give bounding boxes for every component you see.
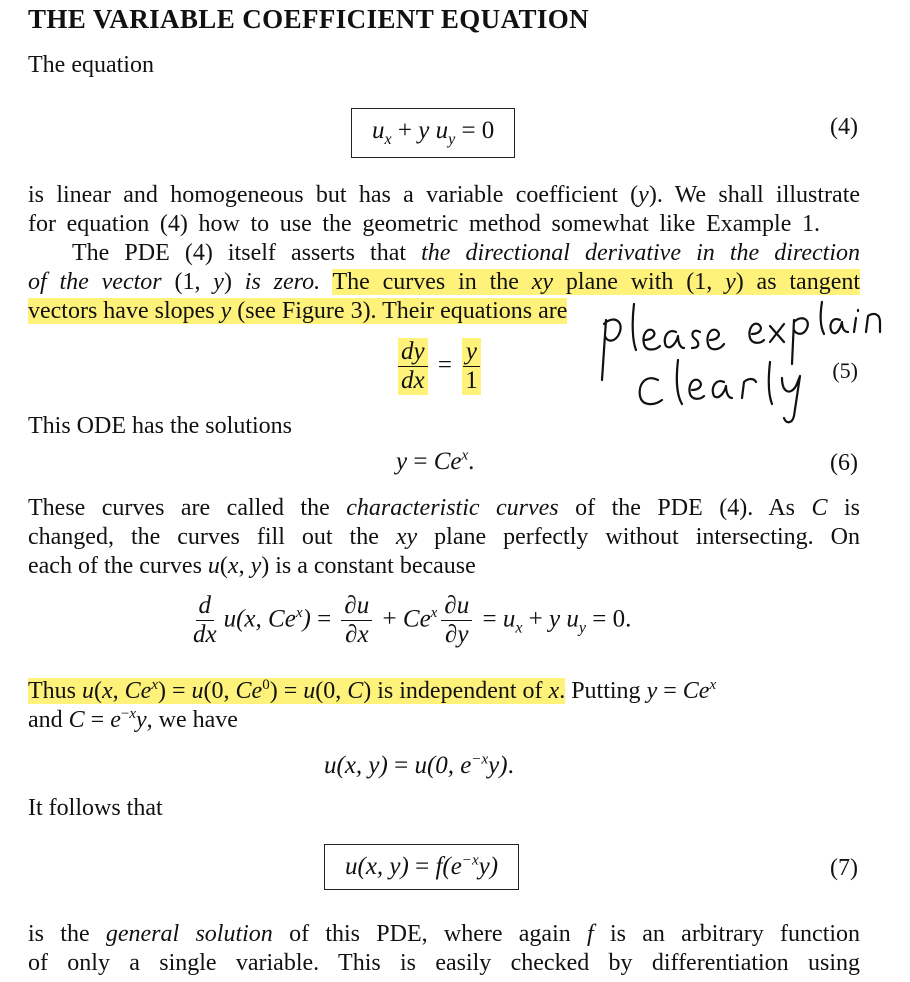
- equation-4-number: (4): [830, 114, 858, 140]
- ode-solutions-text: This ODE has the solutions: [28, 413, 292, 439]
- highlight-3: Thus u(x, $Ce^x) = u(0$, $Ce^0) = u(0$, C) is independent of x.: [28, 677, 566, 704]
- highlight-1: The curves in the xy plane with (1, y) as tangent: [332, 269, 861, 295]
- fraction-dy-dx: $\frac{dy}{dx}$: [398, 338, 428, 395]
- paragraph-3-line-3: each of the curves u(x, y) is a constant because: [28, 553, 476, 579]
- equation-7-box: u(x, $y) = f(e^{-x}y)$: [324, 844, 519, 890]
- equation-6-number: (6): [830, 450, 858, 476]
- equation-6: $y = Ce^x$.: [396, 447, 475, 475]
- equation-5-number: (5): [832, 358, 858, 383]
- solution-form-equation: u(x, y) = u(0, $e^{-x}y$).: [324, 751, 514, 779]
- highlight-2: vectors have slopes y (see Figure 3). Their equations are: [28, 298, 568, 324]
- equation-7-number: (7): [830, 855, 858, 881]
- fraction-y-over-1: $\frac{y}{1}$: [462, 338, 481, 395]
- paragraph-2-line-3: [28, 296, 567, 326]
- paragraph-2-line-1: The PDE (4) itself asserts that the directional derivative in the direction: [72, 240, 860, 266]
- paragraph-2-line-2: of the vector (1, y) is zero. The curves in the xy plane with (1, y) as tangent: [28, 269, 861, 295]
- section-heading: THE VARIABLE COEFFICIENT EQUATION: [28, 4, 590, 34]
- derivative-chain-equation: $\frac{d}{dx}$ u(x, $Ce^x$) = $\frac{\partial u}{\partial x}$ + $Ce^x$ $\frac{\partial u}{\partial y}$ = $u_x + y$ $u_y = 0$.: [193, 592, 632, 648]
- paragraph-5-line-1: is the general solution of this PDE, where again f is an arbitrary function: [28, 921, 861, 947]
- paragraph-3-line-1: These curves are called the characteristic curves of the PDE (4). As C is: [28, 495, 860, 521]
- paragraph-1-line-1: is linear and homogeneous but has a variable coefficient (y). We shall illustrate: [28, 182, 861, 208]
- paragraph-4-line-2: and $C = e^{-x}y$, we have: [28, 706, 238, 733]
- paragraph-1-line-2: for equation (4) how to use the geometric method somewhat like Example 1.: [28, 211, 820, 237]
- follows-text: It follows that: [28, 795, 163, 821]
- equation-5: $\frac{dy}{dx}$ = $\frac{y}{1}$: [394, 338, 485, 395]
- paragraph-3-line-2: changed, the curves fill out the xy plane perfectly without intersecting. On: [28, 524, 860, 550]
- paragraph-5-line-2: of only a single variable. This is easily checked by differentiation using: [28, 950, 860, 976]
- intro-text: The equation: [28, 52, 154, 78]
- handwritten-note: [596, 300, 908, 430]
- equation-4-box: $u_x + y$ $u_y = 0$: [351, 108, 515, 158]
- paragraph-4-line-1: Thus u(x, $Ce^x) = u(0$, $Ce^0) = u(0$, C) is independent of x. Putting $y = Ce^x$: [28, 677, 717, 704]
